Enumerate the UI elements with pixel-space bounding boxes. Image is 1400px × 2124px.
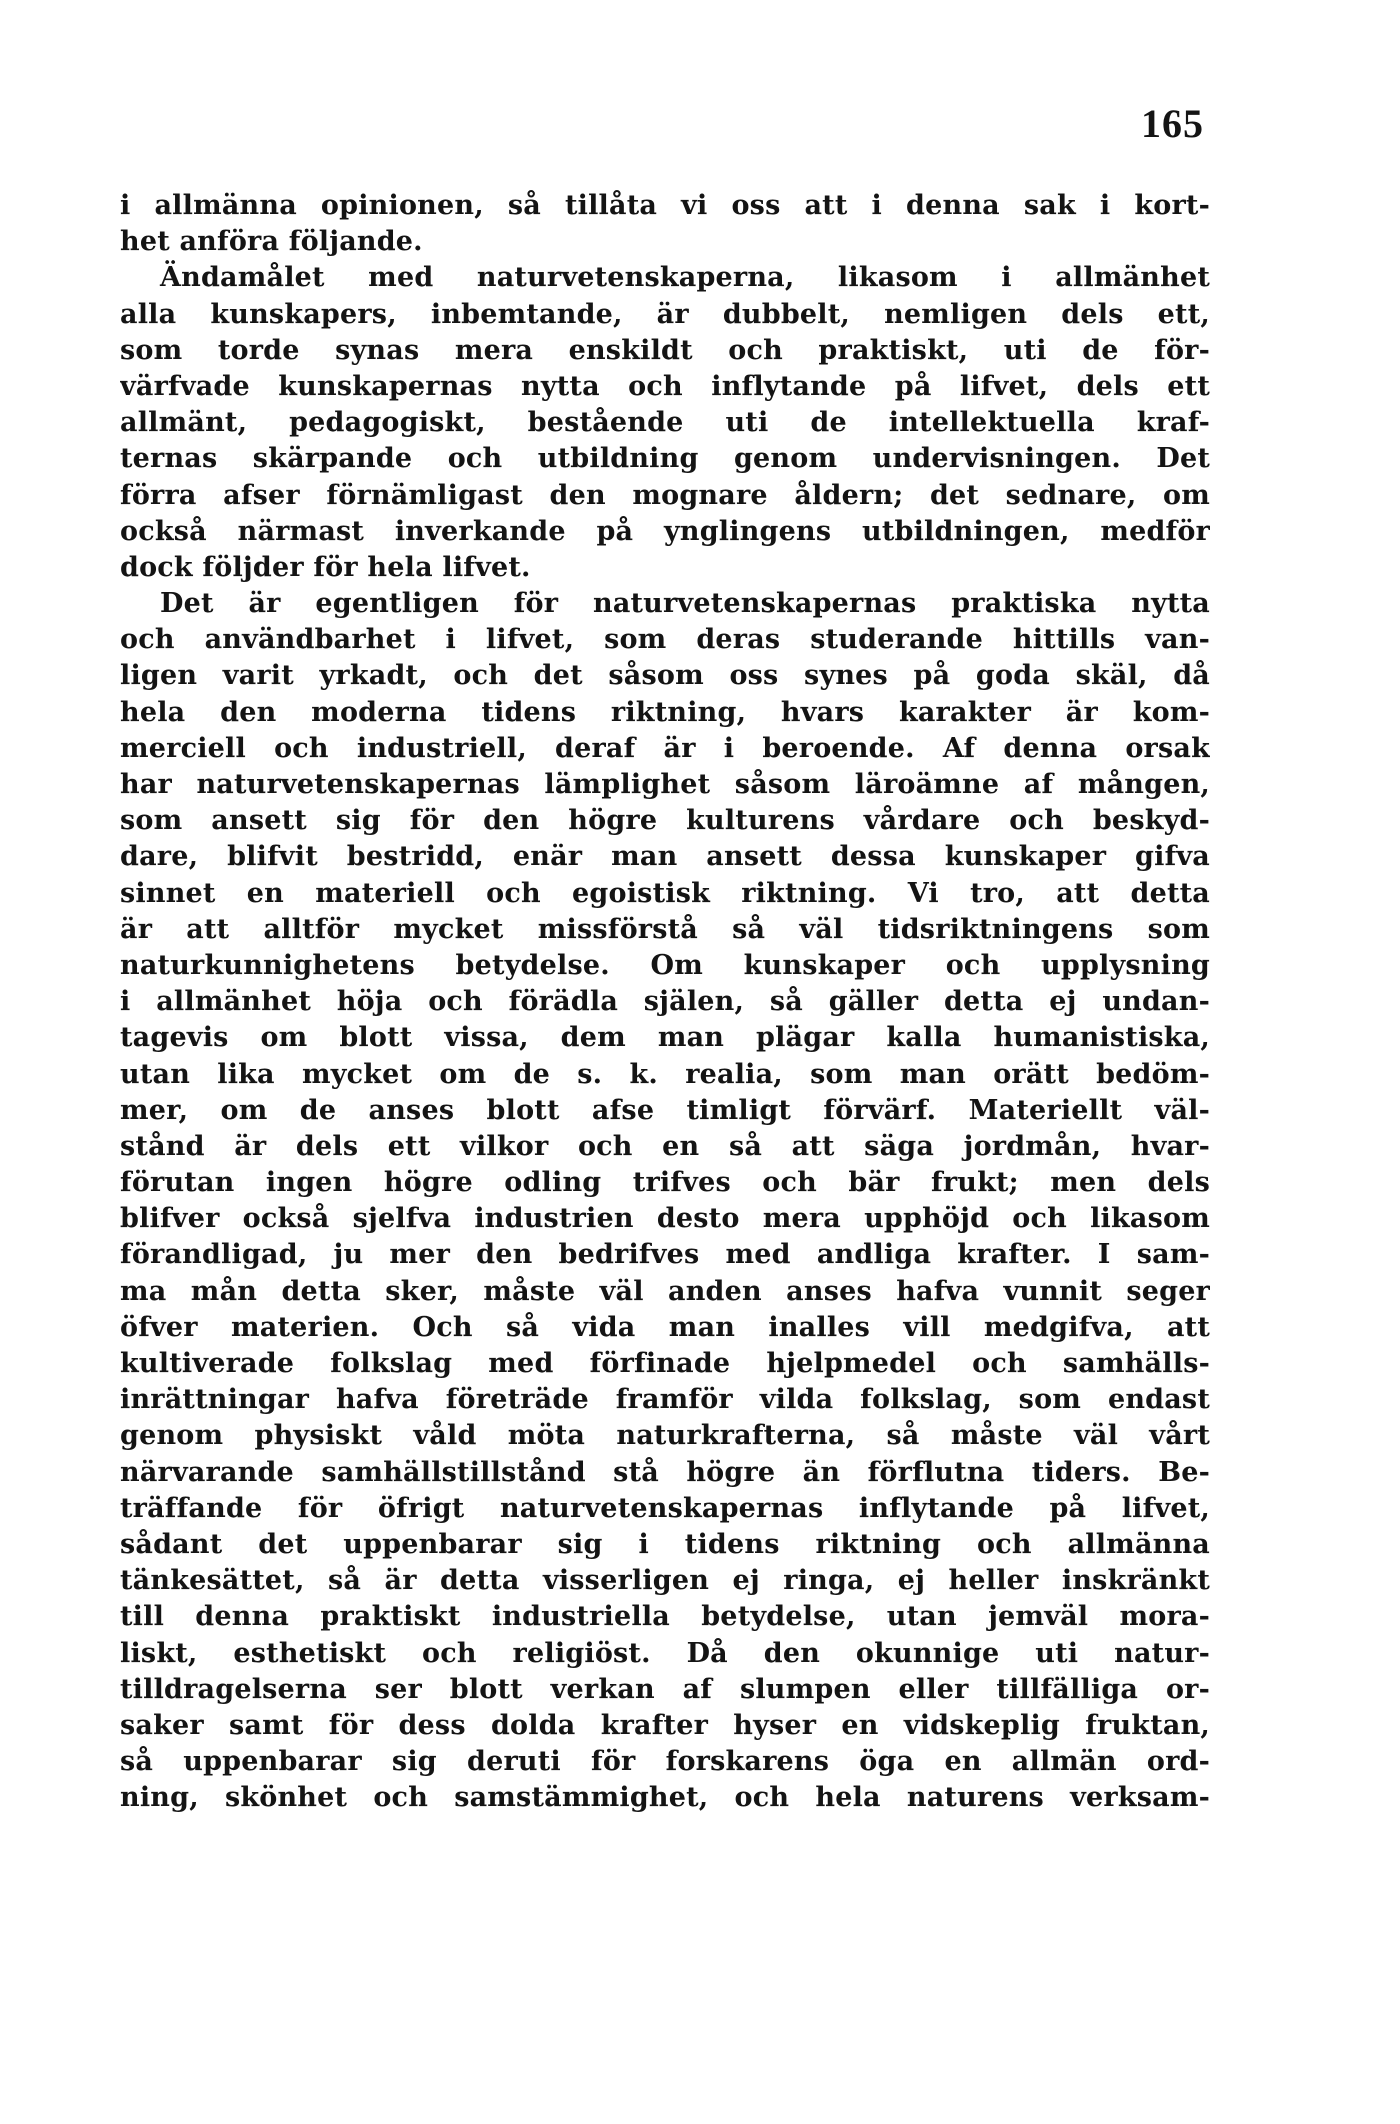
body-text bbox=[120, 188, 1210, 2058]
text-line: sinnet en materiell och egoistisk riktning. Vi tro, att detta bbox=[120, 877, 1210, 909]
text-line: blifver också sjelfva industrien desto mera upphöjd och likasom bbox=[120, 1203, 1210, 1235]
text-line: som torde synas mera enskildt och praktiskt, uti de för- bbox=[120, 334, 1210, 366]
text-line: Ändamålet med naturvetenskaperna, likasom i allmänhet bbox=[160, 262, 1210, 294]
text-line: mer, om de anses blott afse timligt förvärf. Materiellt väl- bbox=[120, 1094, 1210, 1126]
page-number: 165 bbox=[1141, 101, 1204, 146]
text-line: hela den moderna tidens riktning, hvars karakter är kom- bbox=[120, 696, 1210, 728]
text-line: ning, skönhet och samstämmighet, och hela naturens verksam- bbox=[120, 1782, 1210, 1814]
text-line: förra afser förnämligast den mognare åldern; det sednare, om bbox=[120, 479, 1210, 511]
text-line: inrättningar hafva företräde framför vilda folkslag, som endast bbox=[120, 1384, 1210, 1416]
text-line: saker samt för dess dolda krafter hyser en vidskeplig fruktan, bbox=[120, 1709, 1210, 1741]
text-line: ternas skärpande och utbildning genom undervisningen. Det bbox=[120, 443, 1210, 475]
text-line: ma mån detta sker, måste väl anden anses hafva vunnit seger bbox=[120, 1275, 1210, 1307]
text-line: träffande för öfrigt naturvetenskapernas inflytande på lifvet, bbox=[120, 1492, 1210, 1524]
text-line: alla kunskapers, inbemtande, är dubbelt, nemligen dels ett, bbox=[120, 298, 1210, 330]
text-line: förandligad, ju mer den bedrifves med andliga krafter. I sam- bbox=[120, 1239, 1210, 1271]
text-line: och användbarhet i lifvet, som deras studerande hittills van- bbox=[120, 624, 1210, 656]
text-line: stånd är dels ett vilkor och en så att säga jordmån, hvar- bbox=[120, 1130, 1210, 1162]
text-line: tagevis om blott vissa, dem man plägar kalla humanistiska, bbox=[120, 1022, 1210, 1054]
text-line: som ansett sig för den högre kulturens vårdare och beskyd- bbox=[120, 805, 1210, 837]
text-line: också närmast inverkande på ynglingens utbildningen, medför bbox=[120, 515, 1210, 547]
text-line: i allmänna opinionen, så tillåta vi oss att i denna sak i kort- bbox=[120, 190, 1210, 221]
text-line: dare, blifvit bestridd, enär man ansett dessa kunskaper gifva bbox=[120, 841, 1210, 873]
text-line: till denna praktiskt industriella betydelse, utan jemväl mora- bbox=[120, 1601, 1210, 1633]
text-line: dock följder för hela lifvet. bbox=[120, 551, 531, 583]
text-line: Det är egentligen för naturvetenskapernas praktiska nytta bbox=[160, 588, 1210, 620]
text-line: så uppenbarar sig deruti för forskarens öga en allmän ord- bbox=[120, 1746, 1210, 1778]
text-line: värfvade kunskapernas nytta och inflytande på lifvet, dels ett bbox=[120, 370, 1210, 402]
text-line: sådant det uppenbarar sig i tidens riktning och allmänna bbox=[120, 1528, 1210, 1560]
text-line: tänkesättet, så är detta visserligen ej ringa, ej heller inskränkt bbox=[120, 1565, 1210, 1597]
text-line: ligen varit yrkadt, och det såsom oss synes på goda skäl, då bbox=[120, 660, 1210, 692]
text-line: naturkunnighetens betydelse. Om kunskaper och upplysning bbox=[120, 949, 1210, 981]
text-line: genom physiskt våld möta naturkrafterna, så måste väl vårt bbox=[120, 1420, 1210, 1452]
text-line: het anföra följande. bbox=[120, 226, 423, 258]
text-line: liskt, esthetiskt och religiöst. Då den okunnige uti natur- bbox=[120, 1637, 1210, 1669]
text-line: i allmänhet höja och förädla själen, så gäller detta ej undan- bbox=[120, 986, 1210, 1018]
text-line: utan lika mycket om de s. k. realia, som man orätt bedöm- bbox=[120, 1058, 1210, 1090]
text-line: merciell och industriell, deraf är i beroende. Af denna orsak bbox=[120, 732, 1210, 764]
text-line: har naturvetenskapernas lämplighet såsom läroämne af mången, bbox=[120, 769, 1210, 800]
text-line: tilldragelserna ser blott verkan af slumpen eller tillfälliga or- bbox=[120, 1673, 1210, 1705]
text-line: är att alltför mycket missförstå så väl tidsriktningens som bbox=[120, 913, 1210, 945]
text-line: närvarande samhällstillstånd stå högre än förflutna tiders. Be- bbox=[120, 1456, 1210, 1488]
text-line: öfver materien. Och så vida man inalles vill medgifva, att bbox=[120, 1311, 1210, 1343]
text-line: allmänt, pedagogiskt, bestående uti de intellektuella kraf- bbox=[120, 407, 1210, 439]
text-line: kultiverade folkslag med förfinade hjelpmedel och samhälls- bbox=[120, 1348, 1210, 1379]
text-line: förutan ingen högre odling trifves och bär frukt; men dels bbox=[120, 1167, 1210, 1199]
